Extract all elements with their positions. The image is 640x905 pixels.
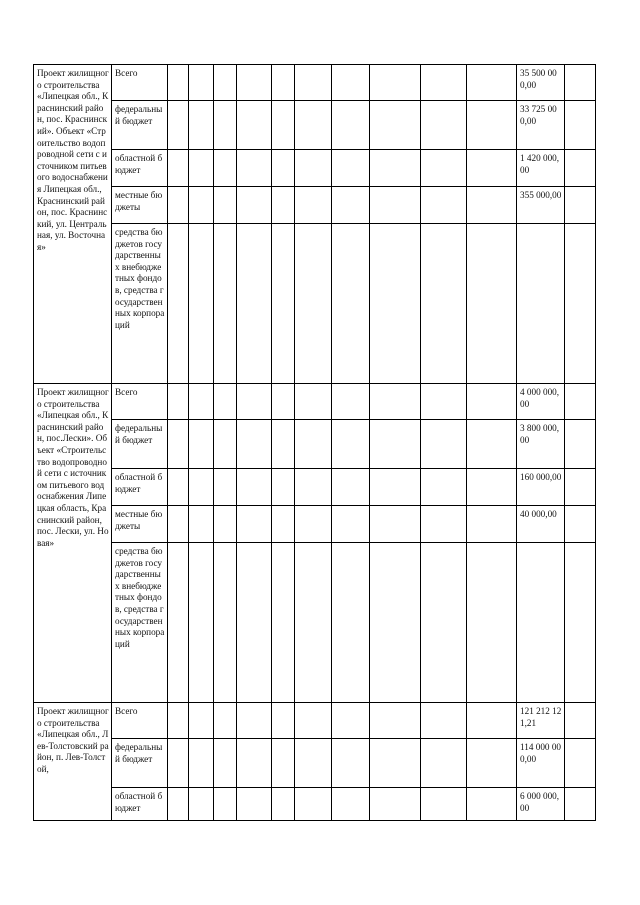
empty-cell	[421, 224, 467, 384]
empty-cell	[421, 101, 467, 150]
empty-cell	[332, 187, 370, 224]
empty-cell	[565, 101, 596, 150]
empty-cell	[168, 739, 189, 788]
empty-cell	[189, 739, 214, 788]
empty-cell	[237, 506, 272, 543]
empty-cell	[332, 543, 370, 703]
empty-cell	[168, 703, 189, 739]
empty-cell	[295, 506, 332, 543]
empty-cell	[189, 224, 214, 384]
empty-cell	[272, 224, 295, 384]
empty-cell	[332, 65, 370, 101]
empty-cell	[237, 384, 272, 420]
empty-cell	[272, 420, 295, 469]
empty-cell	[272, 101, 295, 150]
empty-cell	[295, 384, 332, 420]
empty-cell	[295, 224, 332, 384]
amount-cell: 160 000,00	[517, 469, 565, 506]
table-row	[34, 788, 596, 821]
empty-cell	[272, 65, 295, 101]
empty-cell	[189, 187, 214, 224]
empty-cell	[332, 703, 370, 739]
empty-cell	[168, 224, 189, 384]
empty-cell	[421, 739, 467, 788]
empty-cell	[237, 469, 272, 506]
empty-cell	[370, 187, 421, 224]
empty-cell	[421, 65, 467, 101]
funding-source-cell: Всего	[112, 703, 168, 739]
empty-cell	[565, 187, 596, 224]
project-name-cell: Проект жилищного строительства «Липецкая обл., Краснинский район, пос. Краснинский». Объект «Строительство водопроводной сети с источником питьевого водоснабжения Липецкая обл., Краснинский район, пос. Краснинский, ул. Центральная, ул. Восточная»	[34, 65, 112, 384]
empty-cell	[214, 420, 237, 469]
table-row	[34, 101, 596, 150]
empty-cell	[295, 543, 332, 703]
empty-cell	[168, 384, 189, 420]
empty-cell	[189, 469, 214, 506]
empty-cell	[189, 150, 214, 187]
empty-cell	[565, 739, 596, 788]
table-row	[34, 187, 596, 224]
table-row	[34, 420, 596, 469]
empty-cell	[467, 65, 517, 101]
empty-cell	[237, 65, 272, 101]
empty-cell	[370, 150, 421, 187]
empty-cell	[332, 506, 370, 543]
empty-cell	[272, 543, 295, 703]
amount-cell	[517, 224, 565, 384]
funding-source-cell: областной бюджет	[112, 469, 168, 506]
empty-cell	[467, 101, 517, 150]
empty-cell	[467, 739, 517, 788]
table-row	[34, 469, 596, 506]
empty-cell	[295, 703, 332, 739]
empty-cell	[168, 788, 189, 821]
project-name-cell: Проект жилищного строительства «Липецкая обл., Краснинский район, пос.Лески». Объект «Строительство водопроводной сети с источником питьевого водоснабжения Липецкая область, Краснинский район, пос. Лески, ул. Новая»	[34, 384, 112, 703]
empty-cell	[272, 187, 295, 224]
empty-cell	[467, 703, 517, 739]
empty-cell	[237, 224, 272, 384]
empty-cell	[421, 788, 467, 821]
empty-cell	[565, 543, 596, 703]
empty-cell	[214, 187, 237, 224]
funding-source-cell: областной бюджет	[112, 150, 168, 187]
empty-cell	[565, 703, 596, 739]
empty-cell	[565, 384, 596, 420]
empty-cell	[214, 703, 237, 739]
empty-cell	[370, 788, 421, 821]
empty-cell	[370, 420, 421, 469]
table-row	[34, 384, 596, 420]
amount-cell: 355 000,00	[517, 187, 565, 224]
empty-cell	[295, 65, 332, 101]
amount-cell: 114 000 000,00	[517, 739, 565, 788]
amount-cell	[517, 543, 565, 703]
empty-cell	[332, 788, 370, 821]
amount-cell: 1 420 000,00	[517, 150, 565, 187]
empty-cell	[214, 384, 237, 420]
empty-cell	[565, 788, 596, 821]
empty-cell	[421, 506, 467, 543]
amount-cell: 35 500 000,00	[517, 65, 565, 101]
empty-cell	[421, 187, 467, 224]
empty-cell	[189, 703, 214, 739]
table-row	[34, 65, 596, 101]
empty-cell	[370, 65, 421, 101]
empty-cell	[237, 543, 272, 703]
empty-cell	[189, 506, 214, 543]
empty-cell	[214, 469, 237, 506]
document-page	[33, 64, 596, 821]
empty-cell	[467, 224, 517, 384]
amount-cell: 4 000 000,00	[517, 384, 565, 420]
empty-cell	[237, 150, 272, 187]
empty-cell	[295, 420, 332, 469]
empty-cell	[214, 739, 237, 788]
empty-cell	[421, 469, 467, 506]
empty-cell	[565, 506, 596, 543]
empty-cell	[295, 469, 332, 506]
empty-cell	[467, 506, 517, 543]
funding-source-cell: федеральный бюджет	[112, 101, 168, 150]
funding-source-cell: федеральный бюджет	[112, 420, 168, 469]
empty-cell	[370, 224, 421, 384]
amount-cell: 6 000 000,00	[517, 788, 565, 821]
empty-cell	[332, 101, 370, 150]
funding-source-cell: средства бюджетов государственных внебюджетных фондов, средства государственных корпораций	[112, 224, 168, 384]
empty-cell	[168, 469, 189, 506]
empty-cell	[467, 788, 517, 821]
empty-cell	[295, 150, 332, 187]
funding-source-cell: Всего	[112, 384, 168, 420]
funding-source-cell: местные бюджеты	[112, 506, 168, 543]
funding-table-body	[34, 65, 596, 821]
empty-cell	[214, 224, 237, 384]
empty-cell	[467, 469, 517, 506]
empty-cell	[272, 506, 295, 543]
empty-cell	[272, 788, 295, 821]
empty-cell	[565, 65, 596, 101]
empty-cell	[370, 543, 421, 703]
empty-cell	[421, 703, 467, 739]
empty-cell	[168, 187, 189, 224]
empty-cell	[332, 469, 370, 506]
empty-cell	[272, 739, 295, 788]
empty-cell	[467, 187, 517, 224]
empty-cell	[237, 788, 272, 821]
empty-cell	[467, 420, 517, 469]
empty-cell	[189, 420, 214, 469]
empty-cell	[295, 739, 332, 788]
empty-cell	[237, 187, 272, 224]
empty-cell	[189, 384, 214, 420]
empty-cell	[214, 543, 237, 703]
empty-cell	[370, 703, 421, 739]
empty-cell	[168, 101, 189, 150]
funding-source-cell: областной бюджет	[112, 788, 168, 821]
empty-cell	[272, 150, 295, 187]
empty-cell	[214, 506, 237, 543]
table-row	[34, 150, 596, 187]
empty-cell	[332, 420, 370, 469]
empty-cell	[237, 739, 272, 788]
empty-cell	[421, 150, 467, 187]
empty-cell	[168, 543, 189, 703]
empty-cell	[214, 65, 237, 101]
empty-cell	[467, 384, 517, 420]
empty-cell	[467, 543, 517, 703]
amount-cell: 121 212 121,21	[517, 703, 565, 739]
empty-cell	[370, 384, 421, 420]
empty-cell	[295, 788, 332, 821]
empty-cell	[370, 101, 421, 150]
empty-cell	[189, 788, 214, 821]
empty-cell	[421, 543, 467, 703]
empty-cell	[332, 150, 370, 187]
empty-cell	[565, 150, 596, 187]
empty-cell	[565, 420, 596, 469]
empty-cell	[295, 101, 332, 150]
empty-cell	[272, 469, 295, 506]
empty-cell	[237, 703, 272, 739]
empty-cell	[421, 420, 467, 469]
empty-cell	[189, 543, 214, 703]
empty-cell	[332, 224, 370, 384]
empty-cell	[168, 65, 189, 101]
empty-cell	[237, 420, 272, 469]
funding-source-cell: Всего	[112, 65, 168, 101]
empty-cell	[565, 224, 596, 384]
table-row	[34, 543, 596, 703]
empty-cell	[272, 384, 295, 420]
empty-cell	[272, 703, 295, 739]
empty-cell	[168, 506, 189, 543]
empty-cell	[214, 101, 237, 150]
project-name-cell: Проект жилищного строительства «Липецкая обл., Лев-Толстовский район, п. Лев-Толстой,	[34, 703, 112, 821]
table-row	[34, 224, 596, 384]
funding-source-cell: местные бюджеты	[112, 187, 168, 224]
table-row	[34, 506, 596, 543]
empty-cell	[370, 469, 421, 506]
funding-table	[33, 64, 596, 821]
empty-cell	[332, 739, 370, 788]
empty-cell	[168, 420, 189, 469]
empty-cell	[168, 150, 189, 187]
empty-cell	[295, 187, 332, 224]
empty-cell	[467, 150, 517, 187]
funding-source-cell: средства бюджетов государственных внебюджетных фондов, средства государственных корпораций	[112, 543, 168, 703]
empty-cell	[421, 384, 467, 420]
amount-cell: 40 000,00	[517, 506, 565, 543]
empty-cell	[370, 739, 421, 788]
empty-cell	[189, 101, 214, 150]
empty-cell	[189, 65, 214, 101]
empty-cell	[214, 150, 237, 187]
empty-cell	[370, 506, 421, 543]
amount-cell: 33 725 000,00	[517, 101, 565, 150]
empty-cell	[565, 469, 596, 506]
amount-cell: 3 800 000,00	[517, 420, 565, 469]
table-row	[34, 739, 596, 788]
empty-cell	[214, 788, 237, 821]
empty-cell	[237, 101, 272, 150]
empty-cell	[332, 384, 370, 420]
table-row	[34, 703, 596, 739]
funding-source-cell: федеральный бюджет	[112, 739, 168, 788]
